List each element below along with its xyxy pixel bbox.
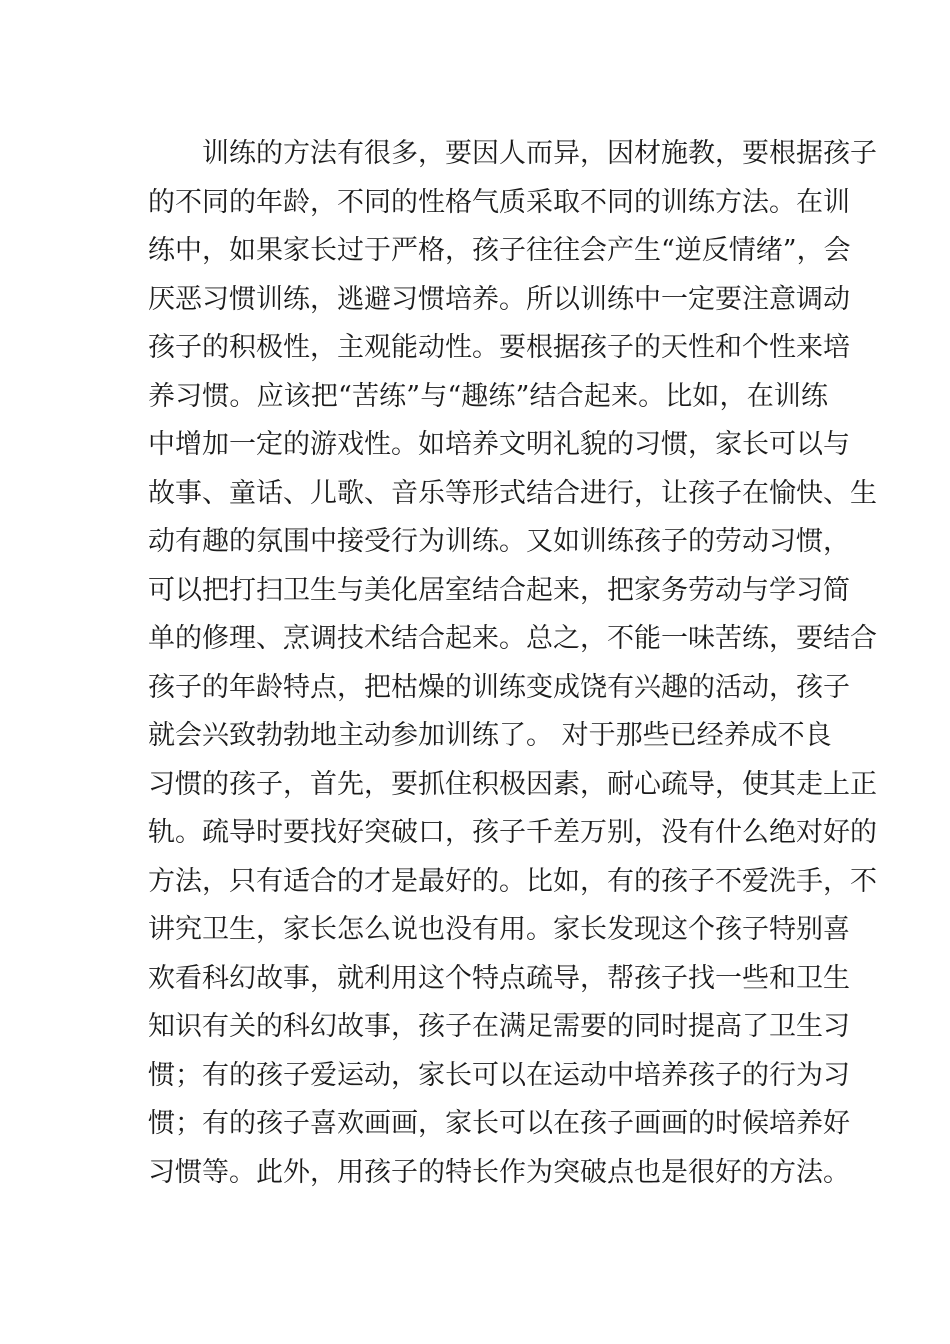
text-line: 习惯等。此外，用孩子的特长作为突破点也是很好的方法。 — [148, 1156, 850, 1188]
text-line: 孩子的积极性，主观能动性。要根据孩子的天性和个性来培 — [148, 332, 850, 363]
text-line: 的不同的年龄，不同的性格气质采取不同的训练方法。在训 — [148, 186, 850, 218]
text-line: 故事、童话、儿歌、音乐等形式结合进行，让孩子在愉快、生 — [148, 477, 877, 509]
text-line: 习惯的孩子，首先，要抓住积极因素，耐心疏导，使其走上正 — [148, 768, 877, 800]
text-line: 单的修理、烹调技术结合起来。总之，不能一味苦练，要结合 — [148, 623, 877, 654]
text-line: 练中，如果家长过于严格，孩子往往会产生“逆反情绪”，会 — [148, 235, 851, 266]
text-line: 就会兴致勃勃地主动参加训练了。 对于那些已经养成不良 — [148, 720, 832, 751]
text-line: 动有趣的氛围中接受行为训练。又如训练孩子的劳动习惯， — [148, 526, 850, 557]
text-line: 欢看科幻故事，就利用这个特点疏导，帮孩子找一些和卫生 — [148, 962, 850, 994]
text-line: 中增加一定的游戏性。如培养文明礼貌的习惯，家长可以与 — [148, 429, 850, 460]
text-line: 可以把打扫卫生与美化居室结合起来，把家务劳动与学习简 — [148, 574, 850, 606]
text-line: 讲究卫生，家长怎么说也没有用。家长发现这个孩子特别喜 — [148, 914, 850, 945]
text-line: 厌恶习惯训练，逃避习惯培养。所以训练中一定要注意调动 — [148, 283, 850, 315]
text-line: 方法，只有适合的才是最好的。比如，有的孩子不爱洗手，不 — [148, 865, 877, 897]
text-line: 训练的方法有很多，要因人而异，因材施教，要根据孩子 — [202, 138, 877, 169]
text-line: 养习惯。应该把“苦练”与“趣练”结合起来。比如，在训练 — [148, 380, 828, 412]
text-line: 孩子的年龄特点，把枯燥的训练变成饶有兴趣的活动，孩子 — [148, 671, 850, 703]
body-paragraph — [148, 130, 877, 1197]
text-line: 知识有关的科幻故事，孩子在满足需要的同时提高了卫生习 — [148, 1011, 850, 1042]
text-line: 轨。疏导时要找好突破口，孩子千差万别，没有什么绝对好的 — [148, 817, 877, 848]
text-line: 惯；有的孩子爱运动，家长可以在运动中培养孩子的行为习 — [148, 1059, 850, 1091]
text-line: 惯；有的孩子喜欢画画，家长可以在孩子画画的时候培养好 — [148, 1108, 850, 1139]
